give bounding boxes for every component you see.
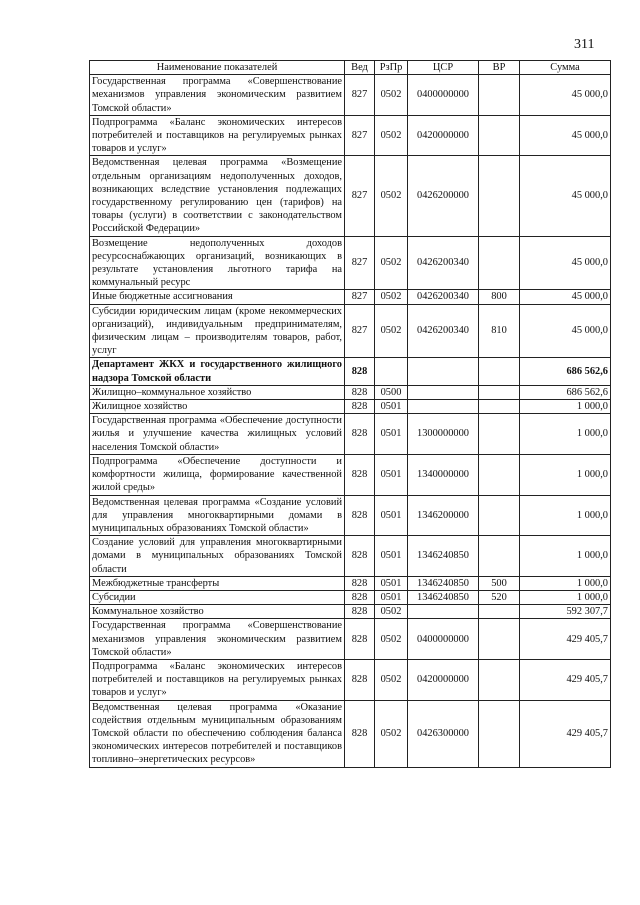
cell-csr: 0420000000 [408, 115, 479, 156]
cell-sum: 45 000,0 [520, 156, 611, 236]
cell-sum: 45 000,0 [520, 304, 611, 358]
cell-name: Субсидии юридическим лицам (кроме некоммерческих организаций), индивидуальным предпринимателям, физическим лицам – производителям товаров, работ, услуг [90, 304, 345, 358]
cell-name: Ведомственная целевая программа «Возмещение отдельным организациям недополученных доходов, возникающих вследствие установления подлежащих государственному регулированию цен (тарифов) на товары (услуги) в соответствии с законодательством Российской Федерации» [90, 156, 345, 236]
table-row [90, 400, 611, 414]
cell-name: Ведомственная целевая программа «Создание условий для управления многоквартирными домами в муниципальных образованиях Томской области» [90, 495, 345, 536]
cell-name: Департамент ЖКХ и государственного жилищного надзора Томской области [90, 358, 345, 385]
table-header-row [90, 61, 611, 75]
cell-sum: 592 307,7 [520, 605, 611, 619]
cell-rzpr: 0501 [375, 536, 408, 577]
cell-vr [479, 236, 520, 290]
cell-rzpr: 0502 [375, 115, 408, 156]
table-row [90, 236, 611, 290]
cell-vr [479, 659, 520, 700]
table-row [90, 115, 611, 156]
cell-ved: 827 [345, 304, 375, 358]
cell-sum: 45 000,0 [520, 290, 611, 304]
cell-name: Подпрограмма «Баланс экономических интересов потребителей и поставщиков на регулируемых рынках товаров и услуг» [90, 115, 345, 156]
cell-rzpr: 0501 [375, 400, 408, 414]
cell-vr [479, 454, 520, 495]
table-row [90, 414, 611, 455]
cell-name: Подпрограмма «Обеспечение доступности и комфортности жилища, формирование качественной жилой среды» [90, 454, 345, 495]
cell-vr: 800 [479, 290, 520, 304]
header-name: Наименование показателей [90, 61, 345, 75]
cell-sum: 686 562,6 [520, 385, 611, 399]
cell-rzpr: 0502 [375, 290, 408, 304]
cell-csr: 0400000000 [408, 619, 479, 660]
cell-name: Ведомственная целевая программа «Оказание содействия отдельным муниципальным образованиям Томской области по обеспечению соблюдения баланса экономических интересов потребителей и поставщиков топливно–энергетических ресурсов» [90, 700, 345, 767]
cell-ved: 828 [345, 536, 375, 577]
cell-vr [479, 619, 520, 660]
cell-vr: 520 [479, 590, 520, 604]
cell-ved: 828 [345, 590, 375, 604]
cell-rzpr: 0502 [375, 700, 408, 767]
cell-ved: 828 [345, 358, 375, 385]
cell-ved: 827 [345, 236, 375, 290]
cell-csr: 0426200340 [408, 290, 479, 304]
cell-sum: 429 405,7 [520, 619, 611, 660]
cell-rzpr: 0500 [375, 385, 408, 399]
cell-ved: 827 [345, 290, 375, 304]
table-row [90, 659, 611, 700]
budget-table [89, 60, 611, 768]
cell-ved: 827 [345, 115, 375, 156]
table-row [90, 576, 611, 590]
cell-csr [408, 400, 479, 414]
cell-csr: 0426300000 [408, 700, 479, 767]
cell-csr: 1346240850 [408, 576, 479, 590]
table-row [90, 495, 611, 536]
cell-csr: 1346240850 [408, 590, 479, 604]
cell-sum: 1 000,0 [520, 414, 611, 455]
cell-vr [479, 414, 520, 455]
cell-sum: 45 000,0 [520, 115, 611, 156]
cell-ved: 828 [345, 605, 375, 619]
cell-rzpr: 0501 [375, 495, 408, 536]
cell-csr [408, 385, 479, 399]
cell-vr: 810 [479, 304, 520, 358]
cell-rzpr: 0502 [375, 659, 408, 700]
table-row [90, 385, 611, 399]
cell-sum: 1 000,0 [520, 590, 611, 604]
cell-sum: 686 562,6 [520, 358, 611, 385]
cell-name: Создание условий для управления многоквартирными домами в муниципальных образованиях Томской области [90, 536, 345, 577]
cell-rzpr: 0501 [375, 454, 408, 495]
cell-vr [479, 400, 520, 414]
cell-rzpr: 0502 [375, 605, 408, 619]
cell-vr [479, 156, 520, 236]
cell-vr [479, 115, 520, 156]
cell-csr: 0426200340 [408, 236, 479, 290]
cell-ved: 828 [345, 700, 375, 767]
cell-ved: 828 [345, 400, 375, 414]
cell-vr: 500 [479, 576, 520, 590]
cell-csr: 1340000000 [408, 454, 479, 495]
cell-vr [479, 385, 520, 399]
table-row [90, 290, 611, 304]
cell-csr: 0426200000 [408, 156, 479, 236]
cell-sum: 1 000,0 [520, 576, 611, 590]
table-row [90, 304, 611, 358]
cell-name: Субсидии [90, 590, 345, 604]
cell-name: Жилищное хозяйство [90, 400, 345, 414]
table-row [90, 358, 611, 385]
cell-sum: 1 000,0 [520, 400, 611, 414]
cell-ved: 828 [345, 385, 375, 399]
cell-rzpr: 0502 [375, 304, 408, 358]
cell-sum: 429 405,7 [520, 700, 611, 767]
table-row [90, 590, 611, 604]
cell-csr: 1346200000 [408, 495, 479, 536]
cell-vr [479, 358, 520, 385]
cell-name: Государственная программа «Совершенствование механизмов управления экономическим развитием Томской области» [90, 75, 345, 116]
table-row [90, 700, 611, 767]
cell-vr [479, 605, 520, 619]
cell-sum: 1 000,0 [520, 454, 611, 495]
header-vr: ВР [479, 61, 520, 75]
cell-csr: 1300000000 [408, 414, 479, 455]
table-row [90, 619, 611, 660]
table-row [90, 75, 611, 116]
cell-csr: 1346240850 [408, 536, 479, 577]
cell-ved: 828 [345, 495, 375, 536]
cell-rzpr: 0502 [375, 156, 408, 236]
cell-ved: 828 [345, 659, 375, 700]
cell-name: Иные бюджетные ассигнования [90, 290, 345, 304]
cell-ved: 828 [345, 619, 375, 660]
cell-rzpr: 0501 [375, 576, 408, 590]
cell-sum: 1 000,0 [520, 495, 611, 536]
cell-csr: 0400000000 [408, 75, 479, 116]
cell-ved: 828 [345, 576, 375, 590]
table-row [90, 605, 611, 619]
cell-name: Коммунальное хозяйство [90, 605, 345, 619]
cell-csr: 0420000000 [408, 659, 479, 700]
cell-vr [479, 536, 520, 577]
cell-rzpr: 0501 [375, 590, 408, 604]
cell-ved: 827 [345, 156, 375, 236]
cell-ved: 828 [345, 414, 375, 455]
cell-sum: 429 405,7 [520, 659, 611, 700]
cell-name: Жилищно–коммунальное хозяйство [90, 385, 345, 399]
cell-vr [479, 75, 520, 116]
cell-name: Возмещение недополученных доходов ресурсоснабжающих организаций, возникающих в результате установления льготного тарифа на коммунальный ресурс [90, 236, 345, 290]
cell-name: Государственная программа «Совершенствование механизмов управления экономическим развитием Томской области» [90, 619, 345, 660]
table-row [90, 454, 611, 495]
cell-rzpr: 0501 [375, 414, 408, 455]
cell-csr [408, 605, 479, 619]
cell-rzpr: 0502 [375, 619, 408, 660]
cell-sum: 1 000,0 [520, 536, 611, 577]
cell-vr [479, 495, 520, 536]
cell-name: Подпрограмма «Баланс экономических интересов потребителей и поставщиков на регулируемых рынках товаров и услуг» [90, 659, 345, 700]
cell-name: Межбюджетные трансферты [90, 576, 345, 590]
table-row [90, 156, 611, 236]
cell-ved: 827 [345, 75, 375, 116]
cell-ved: 828 [345, 454, 375, 495]
header-csr: ЦСР [408, 61, 479, 75]
header-rzpr: РзПр [375, 61, 408, 75]
cell-rzpr: 0502 [375, 236, 408, 290]
cell-vr [479, 700, 520, 767]
cell-csr [408, 358, 479, 385]
cell-csr: 0426200340 [408, 304, 479, 358]
cell-sum: 45 000,0 [520, 75, 611, 116]
table-row [90, 536, 611, 577]
page-number: 311 [574, 37, 595, 52]
cell-rzpr: 0502 [375, 75, 408, 116]
header-ved: Вед [345, 61, 375, 75]
cell-sum: 45 000,0 [520, 236, 611, 290]
header-sum: Сумма [520, 61, 611, 75]
cell-name: Государственная программа «Обеспечение доступности жилья и улучшение качества жилищных условий населения Томской области» [90, 414, 345, 455]
cell-rzpr [375, 358, 408, 385]
